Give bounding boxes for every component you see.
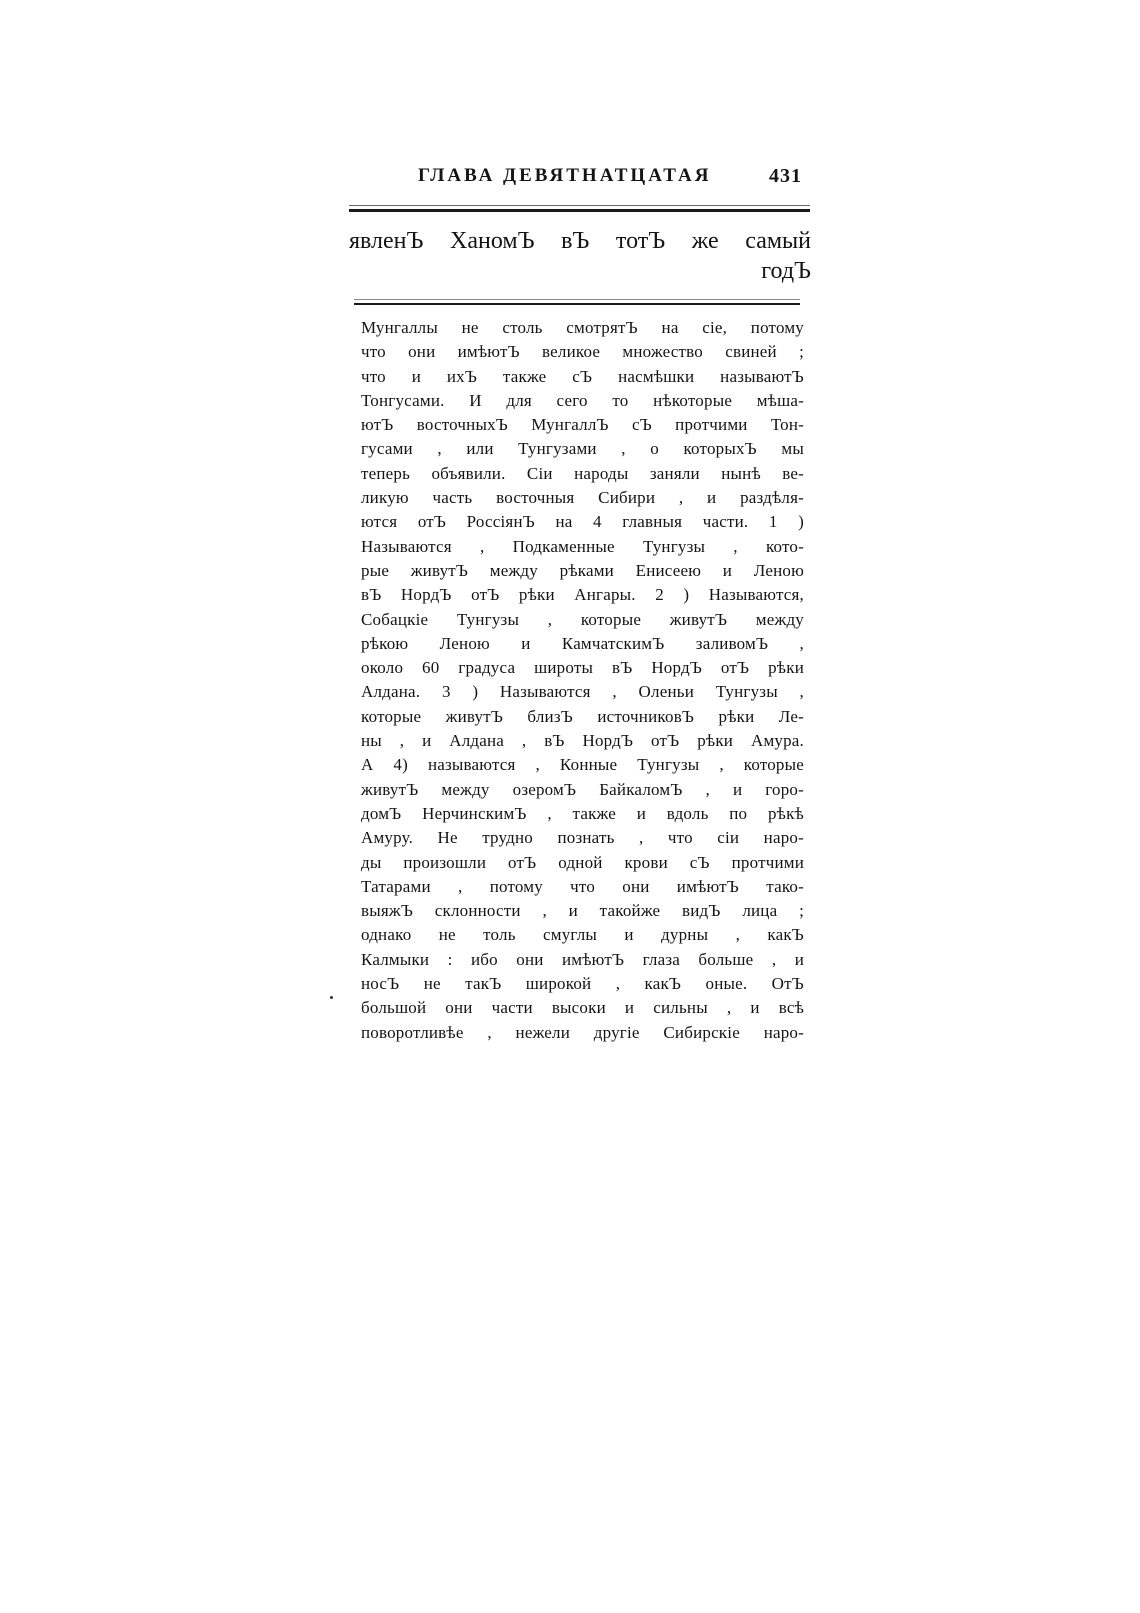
footnote-line: рые живутЪ между рѣками Енисеею и Леною [361,560,804,580]
footnote-line: ютЪ восточныхЪ МунгаллЪ сЪ протчими Тон- [361,415,804,435]
footnote-line: Собацкіе Тунгузы , которые живутЪ между [361,609,804,629]
footnote-line: ны , и Алдана , вЪ НордЪ отЪ рѣки Амура. [361,731,804,751]
footnote-line: что и ихЪ также сЪ насмѣшки называютЪ [361,366,804,386]
footnote-line: однако не толь смуглы и дурны , какЪ [361,925,804,945]
footnote-line: что они имѣютЪ великое множество свиней ; [361,342,804,362]
footnote-line: гусами , или Тунгузами , о которыхЪ мы [361,439,804,459]
footnote-line: около 60 градуса широты вЪ НордЪ отЪ рѣки [361,658,804,678]
footnote-line: Тонгусами. И для сего то нѣкоторые мѣша- [361,390,804,410]
chapter-title: ГЛАВА ДЕВЯТНАТЦАТАЯ [418,165,712,186]
footnote-line: ются отЪ РоссіянЪ на 4 главныя части. 1 ) [361,512,804,532]
footnote-line: Мунгаллы не столь смотрятЪ на сіе, потому [361,318,804,337]
main-text-line: годЪ [761,258,811,284]
footnote-line: вЪ НордЪ отЪ рѣки Ангары. 2 ) Называются, [361,585,804,605]
header-rule-thin [349,205,810,206]
footnote-line: носЪ не такЪ широкой , какЪ оные. ОтЪ [361,974,804,994]
footnote-rule [354,303,800,305]
main-text-line: явленЪ ХаномЪ вЪ тотЪ же самый [349,228,811,254]
footnote-line: живутЪ между озеромЪ БайкаломЪ , и горо- [361,779,804,799]
footnote-line: рѣкою Леною и КамчатскимЪ заливомЪ , [361,633,804,653]
running-head [350,163,810,193]
footnote-line: большой они части высоки и сильны , и всѣ [361,998,804,1018]
footnote-line: поворотливѣе , нежели другіе Сибирскіе наро- [361,1022,804,1042]
footnote [361,316,804,1045]
footnote-line: ликую часть восточныя Сибири , и раздѣля- [361,488,804,508]
footnote-line: Калмыки : ибо они имѣютЪ глаза больше , и [361,949,804,969]
footnote-line: Татарами , потому что они имѣютЪ тако- [361,876,804,896]
footnote-line: ды произошли отЪ одной крови сЪ протчими [361,852,804,872]
main-text [349,226,811,286]
page-number: 431 [769,165,802,187]
footnote-line: Алдана. 3 ) Называются , Оленьи Тунгузы , [361,682,804,702]
footnote-line: которые живутЪ близЪ источниковЪ рѣки Ле- [361,706,804,726]
footnote-line: домЪ НерчинскимЪ , также и вдоль по рѣкѣ [361,803,804,823]
footnote-rule-thin [354,299,800,300]
footnote-line: Называются , Подкаменные Тунгузы , кото- [361,536,804,556]
ink-speck [330,996,333,999]
footnote-line: выяжЪ склонности , и такойже видЪ лица ; [361,901,804,921]
header-rule [349,209,810,212]
footnote-line: А 4) называются , Конные Тунгузы , которые [361,755,804,775]
footnote-line: Амуру. Не трудно познать , что сіи наро- [361,828,804,848]
footnote-line: теперь объявили. Сіи народы заняли нынѣ ве- [361,463,804,483]
